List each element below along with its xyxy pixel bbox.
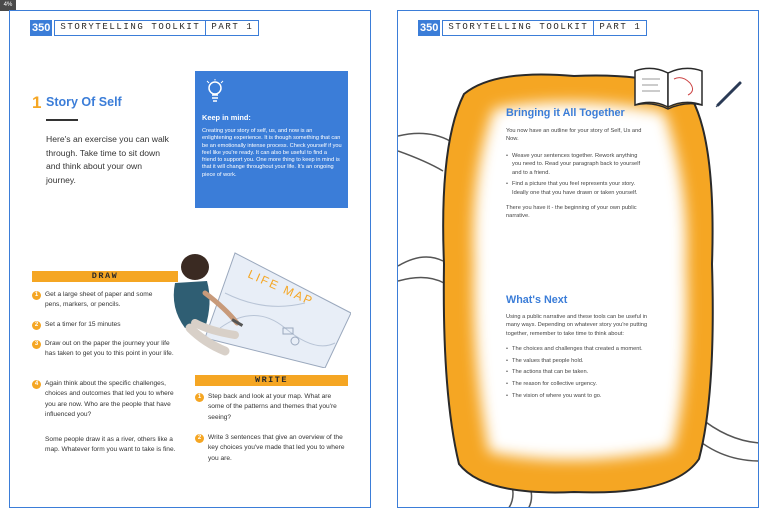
- bringing-bullet: • Find a picture that you feel represents your story. Ideally one that you have drawn or taken yourself.: [506, 180, 648, 197]
- whats-next-bullets: [506, 345, 648, 400]
- step-number: 3: [32, 340, 41, 349]
- draw-step: [32, 290, 167, 311]
- write-step: [195, 392, 347, 423]
- draw-heading: DRAW: [32, 271, 178, 282]
- bringing-intro: You now have an outline for your story of Self, Us and Now.: [506, 127, 642, 143]
- header-title: STORYTELLING TOOLKIT: [442, 20, 594, 36]
- step-number: 4: [32, 380, 41, 389]
- header-part: PART 1: [206, 20, 259, 36]
- step-text: Step back and look at your map. What are some of the patterns and themes that you're seeing?: [208, 393, 337, 421]
- header-title: STORYTELLING TOOLKIT: [54, 20, 206, 36]
- step-number: 1: [195, 393, 204, 402]
- section-title: Story Of Self: [46, 95, 122, 109]
- whats-next-section: [506, 294, 648, 403]
- draw-step: [32, 379, 182, 421]
- whats-next-bullet: • The choices and challenges that created a moment.: [506, 345, 648, 354]
- step-number: 2: [195, 434, 204, 443]
- step-number: 1: [32, 291, 41, 300]
- whats-next-bullet: • The reason for collective urgency.: [506, 380, 648, 389]
- header-part: PART 1: [594, 20, 647, 36]
- bringing-bullet: • Weave your sentences together. Rework anything you need to. Read your paragraph back to yourself and to a friend.: [506, 152, 648, 178]
- bringing-together-section: [506, 107, 648, 221]
- write-heading: WRITE: [195, 375, 348, 386]
- step-text: Set a timer for 15 minutes: [45, 321, 121, 328]
- keep-in-mind-callout: [195, 71, 348, 208]
- corner-badge-text: 4%: [3, 2, 13, 8]
- lightbulb-icon: [205, 79, 225, 105]
- callout-text: Creating your story of self, us, and now is an enlightening experience. It is though something that can be an emotionally intense process. Check yourself if you feel like you're ready. It can also be useful to find a friend to support you. One more thing to keep in mind is that it will change throughout your life. It's an ongoing piece of work.: [202, 128, 342, 178]
- step-text: Again think about the specific challenges, choices and outcomes that led you to where you are now. Who are the people that have influenced you?: [45, 380, 174, 419]
- header-logo: 350: [420, 22, 439, 34]
- step-text: Write 3 sentences that give an overview of the key choices you've made that led you to where you are.: [208, 434, 345, 462]
- section-intro: Here's an exercise you can walk through. Take time to sit down and think about your own journey.: [46, 134, 169, 185]
- header-logo: 350: [32, 22, 51, 34]
- whats-next-bullet: • The values that people hold.: [506, 357, 648, 366]
- write-step: [195, 433, 347, 464]
- whats-next-title: What's Next: [506, 294, 568, 306]
- life-map-label: LIFE MAP: [245, 266, 317, 309]
- section-divider: [46, 119, 78, 121]
- bringing-bullets: [506, 152, 648, 198]
- section-number: 1: [32, 93, 42, 112]
- whats-next-intro: Using a public narrative and these tools can be useful in many ways. Depending on whatever story you're putting together, remember to take time to think about:: [506, 313, 648, 337]
- bringing-closing: There you have it - the beginning of your own public narrative.: [506, 204, 637, 220]
- draw-step: [32, 339, 182, 360]
- step-text: Get a large sheet of paper and some pens, markers, or pencils.: [45, 291, 153, 309]
- pen-icon: [714, 79, 744, 109]
- step-number: 2: [32, 321, 41, 330]
- whats-next-bullet: • The vision of where you want to go.: [506, 392, 648, 401]
- draw-step: [32, 320, 167, 330]
- life-map-illustration: [165, 233, 351, 368]
- callout-title: Keep in mind:: [202, 113, 251, 122]
- draw-note: Some people draw it as a river, others like a map. Whatever form you want to take is fine.: [45, 436, 176, 454]
- step-text: Draw out on the paper the journey your life has taken to get you to this point in your life.: [45, 340, 174, 358]
- book-icon: [630, 63, 710, 113]
- left-page: [9, 10, 371, 508]
- page-header: [30, 20, 259, 36]
- right-page: [397, 10, 759, 508]
- whats-next-bullet: • The actions that can be taken.: [506, 368, 648, 377]
- bringing-title: Bringing it All Together: [506, 107, 625, 119]
